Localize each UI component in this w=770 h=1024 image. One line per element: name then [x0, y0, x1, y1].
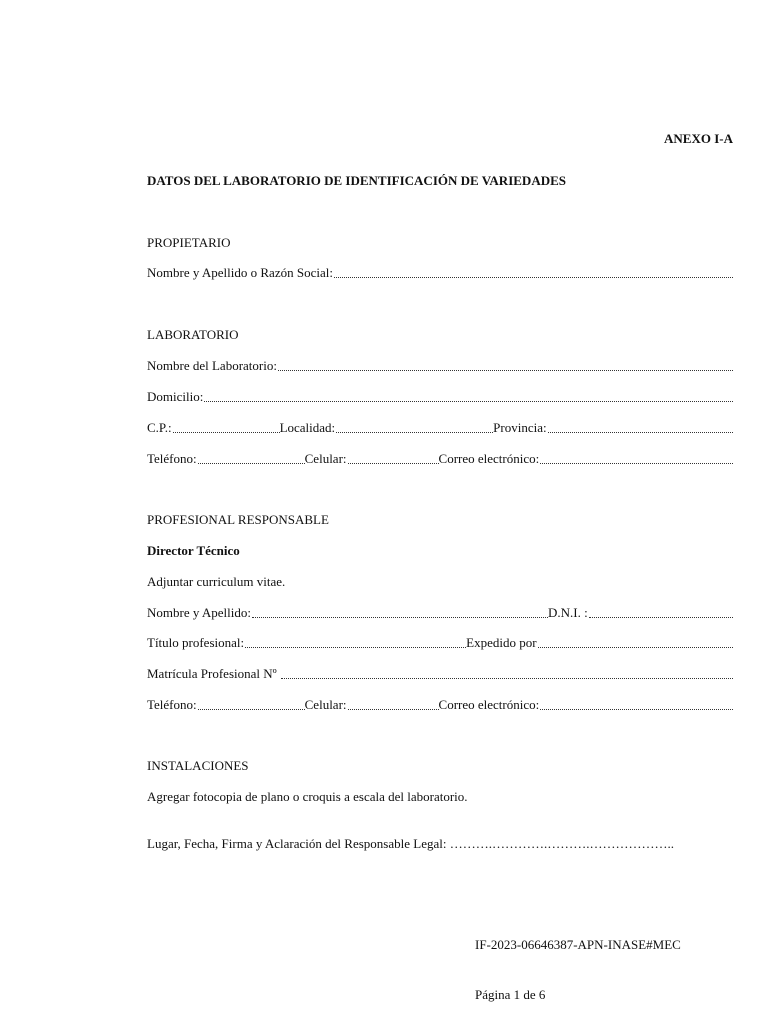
annex-label: ANEXO I-A [664, 131, 733, 146]
director-name-line[interactable] [252, 605, 548, 618]
director-contact-row [147, 697, 733, 713]
section-heading-laboratorio: LABORATORIO [147, 327, 239, 342]
director-expedido-line[interactable] [538, 635, 733, 648]
owner-name-label: Nombre y Apellido o Razón Social: [147, 265, 333, 280]
lab-celular-line[interactable] [348, 451, 439, 464]
director-correo-line[interactable] [540, 697, 733, 710]
director-title-line[interactable] [245, 635, 466, 648]
director-telefono-line[interactable] [198, 697, 305, 710]
lab-cp-line[interactable] [173, 420, 280, 433]
subheading-director: Director Técnico [147, 543, 240, 558]
section-heading-instalaciones: INSTALACIONES [147, 758, 249, 773]
lab-correo-label: Correo electrónico: [438, 451, 540, 466]
plan-instruction: Agregar fotocopia de plano o croquis a escala del laboratorio. [147, 789, 468, 804]
lab-localidad-line[interactable] [336, 420, 493, 433]
lab-provincia-label: Provincia: [493, 420, 547, 435]
lab-address-line[interactable] [204, 389, 733, 402]
lab-correo-line[interactable] [540, 451, 733, 464]
lab-contact-row [147, 451, 733, 467]
lab-celular-label: Celular: [304, 451, 347, 466]
owner-name-line[interactable] [334, 265, 733, 278]
director-celular-label: Celular: [304, 697, 347, 712]
lab-name-field[interactable] [147, 358, 733, 374]
lab-telefono-line[interactable] [198, 451, 305, 464]
document-title: DATOS DEL LABORATORIO DE IDENTIFICACIÓN DE VARIEDADES [147, 173, 566, 188]
director-dni-line[interactable] [589, 605, 733, 618]
section-heading-propietario: PROPIETARIO [147, 235, 231, 250]
director-title-row [147, 635, 733, 651]
section-heading-profesional: PROFESIONAL RESPONSABLE [147, 512, 329, 527]
director-matricula-field[interactable] [147, 666, 733, 682]
director-correo-label: Correo electrónico: [438, 697, 540, 712]
signature-line[interactable]: Lugar, Fecha, Firma y Aclaración del Responsable Legal: ……….………….……….……………….. [147, 836, 674, 851]
owner-name-field[interactable] [147, 265, 733, 281]
document-id: IF-2023-06646387-APN-INASE#MEC [475, 937, 681, 952]
lab-name-label: Nombre del Laboratorio: [147, 358, 277, 373]
director-dni-label: D.N.I. : [548, 605, 588, 620]
director-name-label: Nombre y Apellido: [147, 605, 251, 620]
lab-address-field[interactable] [147, 389, 733, 405]
lab-address-label: Domicilio: [147, 389, 204, 404]
lab-location-row [147, 420, 733, 436]
cv-instruction: Adjuntar curriculum vitae. [147, 574, 286, 589]
lab-name-line[interactable] [278, 358, 733, 371]
lab-localidad-label: Localidad: [279, 420, 336, 435]
director-name-row [147, 605, 733, 621]
page-number: Página 1 de 6 [475, 987, 546, 1002]
director-expedido-label: Expedido por [466, 635, 537, 650]
director-title-label: Título profesional: [147, 635, 245, 650]
director-celular-line[interactable] [348, 697, 439, 710]
lab-cp-label: C.P.: [147, 420, 172, 435]
director-matricula-label: Matrícula Profesional Nº [147, 666, 277, 681]
director-telefono-label: Teléfono: [147, 697, 197, 712]
director-matricula-line[interactable] [281, 666, 733, 679]
lab-provincia-line[interactable] [548, 420, 733, 433]
lab-telefono-label: Teléfono: [147, 451, 197, 466]
